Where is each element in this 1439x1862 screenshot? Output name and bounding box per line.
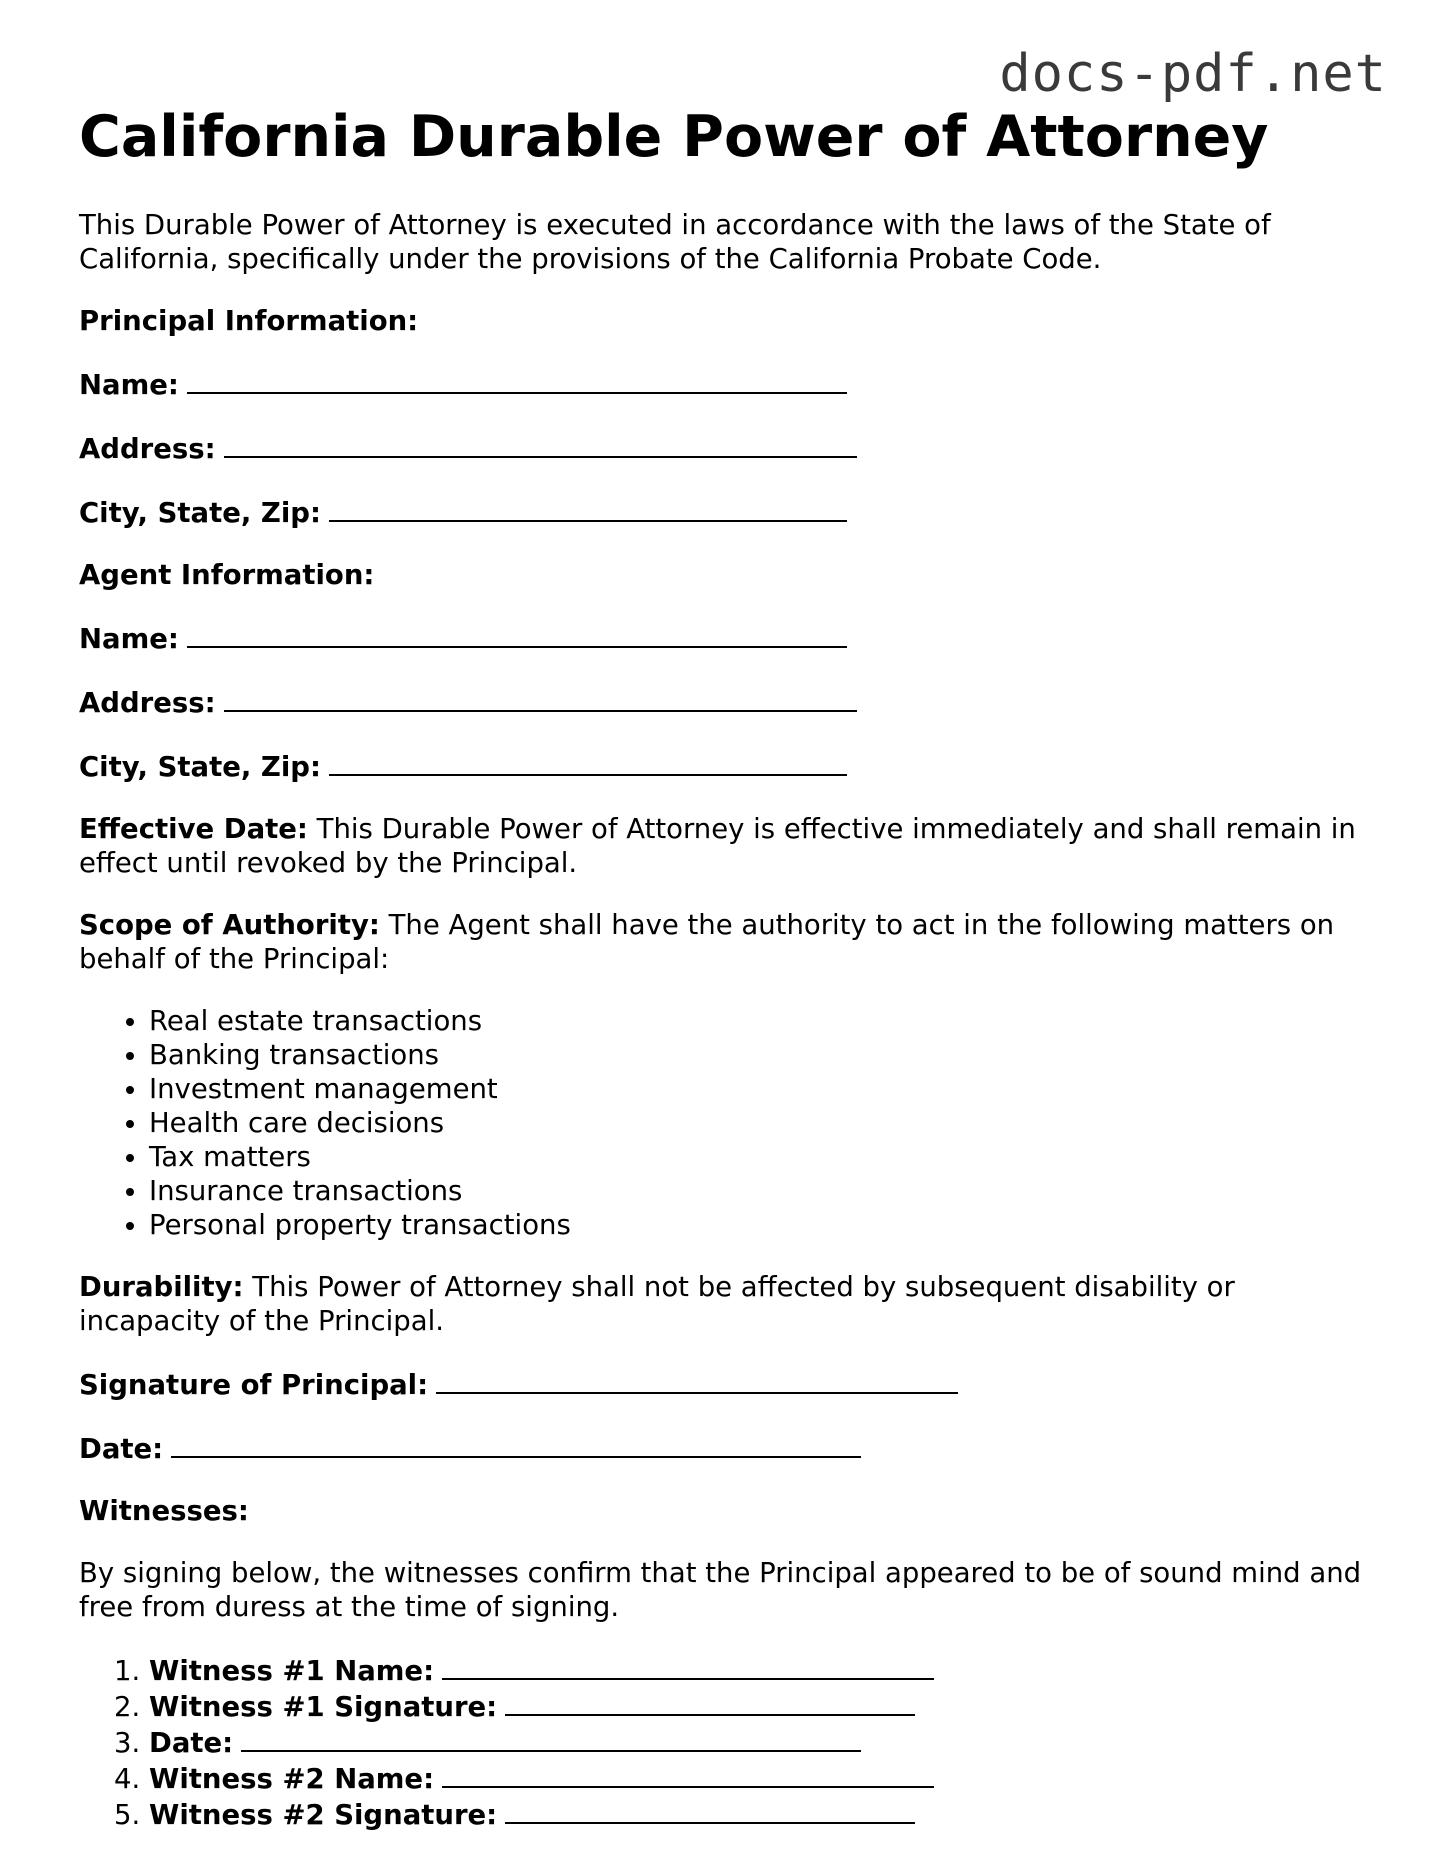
witness-1-name-label: Witness #1 Name: [149,1655,435,1687]
witness-list [79,1652,1379,1832]
effective-date-label: Effective Date: [79,813,308,845]
principal-heading: Principal Information: [79,305,419,337]
list-item: • Tax matters [149,1140,1379,1174]
agent-city-label: City, State, Zip: [79,751,321,783]
witness-2-name-field[interactable] [149,1760,1379,1796]
principal-signature-field[interactable] [79,1366,1379,1402]
witness-date-field[interactable] [149,1724,1379,1760]
agent-name-blank[interactable] [187,620,847,648]
list-item: • Investment management [149,1072,1379,1106]
durability-paragraph [79,1270,1379,1338]
agent-name-label: Name: [79,623,179,655]
witness-date-label: Date: [149,1727,234,1759]
principal-address-blank[interactable] [224,430,857,458]
witness-1-signature-label: Witness #1 Signature: [149,1691,498,1723]
agent-address-blank[interactable] [224,684,857,712]
principal-name-blank[interactable] [187,366,847,394]
list-item: • Real estate transactions [149,1004,1379,1038]
witness-2-signature-blank[interactable] [505,1796,915,1824]
agent-name-field[interactable] [79,620,1379,656]
principal-address-field[interactable] [79,430,1379,466]
witness-2-name-label: Witness #2 Name: [149,1763,435,1795]
list-item: • Insurance transactions [149,1174,1379,1208]
principal-address-label: Address: [79,433,216,465]
witnesses-heading: Witnesses: [79,1495,249,1527]
agent-address-label: Address: [79,687,216,719]
signature-date-field[interactable] [79,1430,1379,1466]
durability-text: This Power of Attorney shall not be affected by subsequent disability or incapacity of the Principal. [79,1271,1235,1337]
witness-date-blank[interactable] [241,1724,861,1752]
principal-signature-blank[interactable] [436,1366,958,1394]
principal-signature-label: Signature of Principal: [79,1369,429,1401]
watermark: docs-pdf.net [999,44,1387,104]
principal-name-label: Name: [79,369,179,401]
witnesses-paragraph: By signing below, the witnesses confirm that the Principal appeared to be of sound mind and free from duress at the time of signing. [79,1557,1362,1623]
intro-paragraph: This Durable Power of Attorney is executed in accordance with the laws of the State of California, specifically under the provisions of the California Probate Code. [79,209,1271,275]
witness-2-signature-field[interactable] [149,1796,1379,1832]
scope-paragraph [79,908,1379,976]
signature-date-blank[interactable] [171,1430,861,1458]
effective-date-text: This Durable Power of Attorney is effective immediately and shall remain in effect until revoked by the Principal. [79,813,1356,879]
agent-heading: Agent Information: [79,559,375,591]
witness-1-signature-blank[interactable] [505,1688,915,1716]
principal-name-field[interactable] [79,366,1379,402]
principal-city-blank[interactable] [329,494,847,522]
scope-list [79,1004,1379,1242]
scope-text: The Agent shall have the authority to act in the following matters on behalf of the Principal: [79,909,1335,975]
effective-date-paragraph [79,812,1379,880]
agent-city-field[interactable] [79,748,1379,784]
witness-1-name-blank[interactable] [442,1652,934,1680]
witness-1-signature-field[interactable] [149,1688,1379,1724]
list-item: • Health care decisions [149,1106,1379,1140]
agent-city-blank[interactable] [329,748,847,776]
witness-2-signature-label: Witness #2 Signature: [149,1799,498,1831]
scope-label: Scope of Authority: [79,909,380,941]
document-page [79,100,1379,1832]
principal-city-label: City, State, Zip: [79,497,321,529]
agent-address-field[interactable] [79,684,1379,720]
document-title: California Durable Power of Attorney [79,104,1269,170]
list-item: • Banking transactions [149,1038,1379,1072]
list-item: • Personal property transactions [149,1208,1379,1242]
witness-2-name-blank[interactable] [442,1760,934,1788]
signature-date-label: Date: [79,1433,164,1465]
principal-city-field[interactable] [79,494,1379,530]
durability-label: Durability: [79,1271,244,1303]
witness-1-name-field[interactable] [149,1652,1379,1688]
